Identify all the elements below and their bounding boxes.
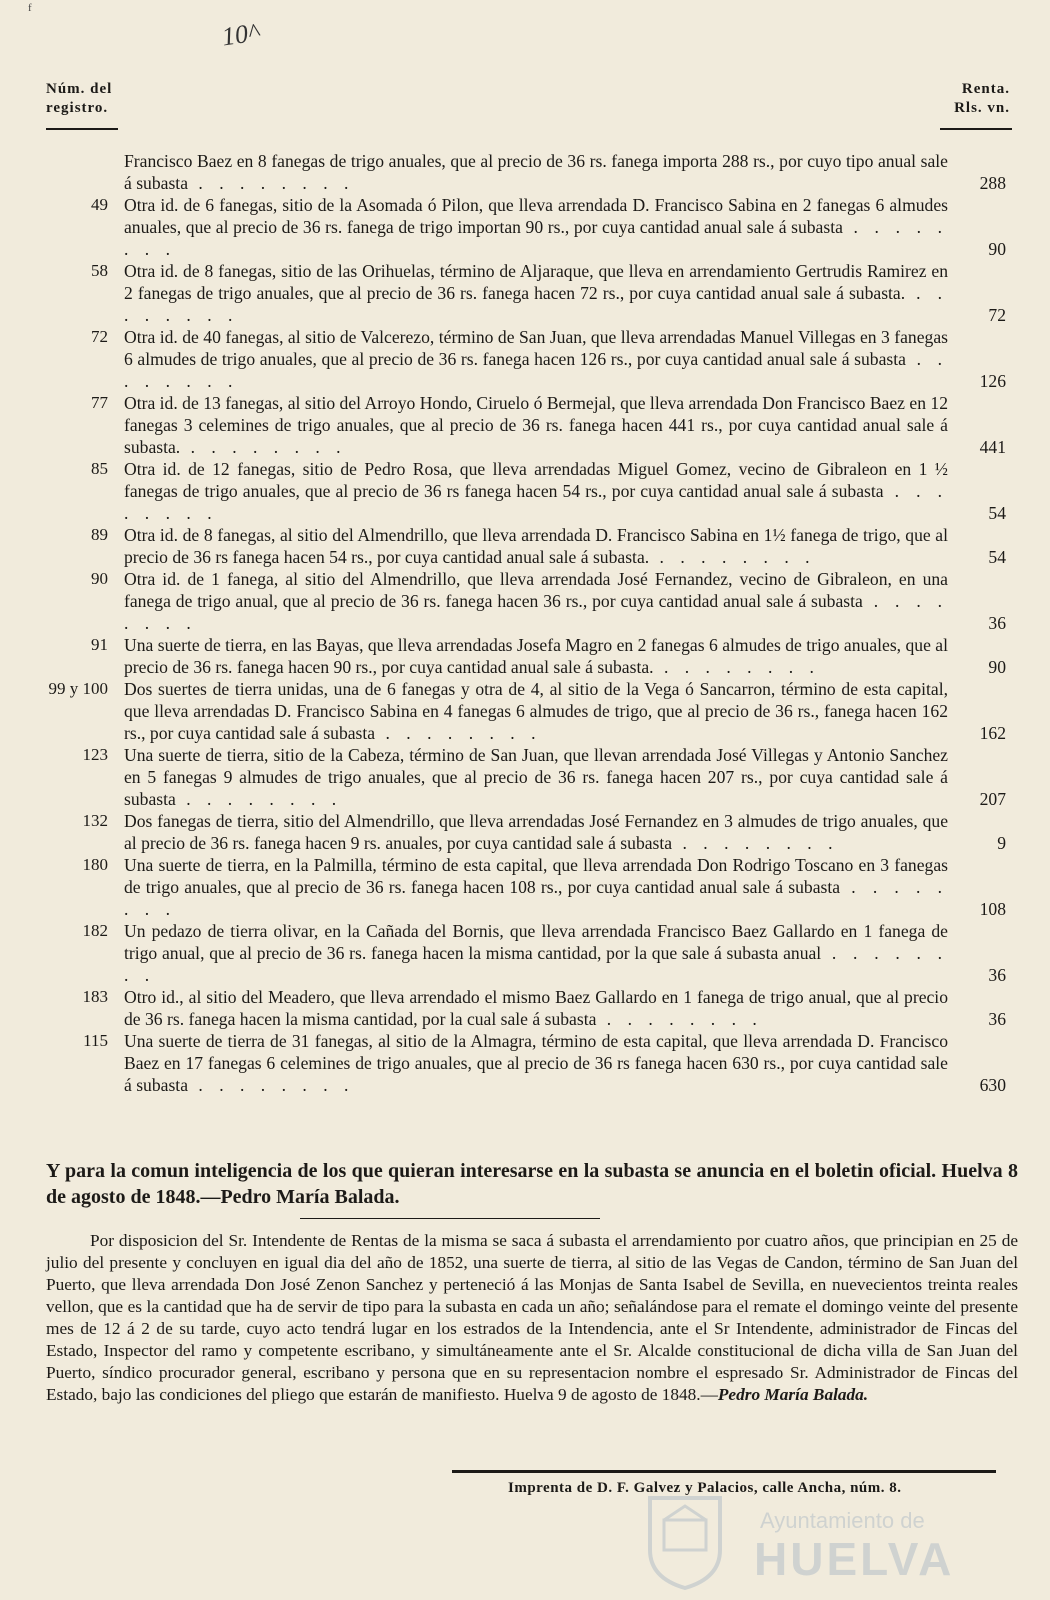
description-text: Otra id. de 8 fanegas, sitio de las Orihuelas, término de Aljaraque, que lleva en arrendamiento Gertrudis Ramirez en 2 fanegas de trigo anuales, que al precio de 36 rs. fanega hacen 72 rs., por cuya cantidad anual sale á subasta. [124,261,948,303]
leader-dots: . . . . . . . . [124,283,949,325]
description-text: Otra id. de 13 fanegas, al sitio del Arroyo Hondo, Ciruelo ó Bermejal, que lleva arrendada Don Francisco Baez en 12 fanegas 3 celemines de trigo anuales, que al precio de 36 rs. fanega hacen 441 rs., por cuya cantidad anual sale á subasta. [124,393,948,457]
list-item [40,1030,1012,1096]
registry-number: 123 [82,745,108,764]
leader-dots: . . . . . . . . [124,943,948,985]
property-description [124,744,948,810]
notice-body: Por disposicion del Sr. Intendente de Rentas de la misma se saca á subasta el arrendamiento por cuatro años, que principian en 25 de julio del presente y concluyen en igual dia del año de 1852, una suerte de tierra, al sitio de las Vegas de Candon, término de San Juan del Puerto, que lleva arrendada Don José Zenon Sanchez y perteneció á las Monjas de Santa Isabel de Sevilla, en nuevecientos treinta reales vellon, que es la cantidad que ha de servir de tipo para la subasta en cada un año; señalándose para el remate el domingo veinte del presente mes de 12 á 2 de su tarde, cuyo acto tendrá lugar en los estrados de la Intendencia, ante el Sr Intendente, administrador de Fincas del Estado, Inspector del ramo y competente escribano, y simultáneamente ante el Sr. Alcalde constitucional de dicha villa de San Juan del Puerto, síndico procurador general, escribano y persona que en su representacion nombre el espresado Sr. Administrador de Fincas del Estado, bajo las condiciones del pliego que estarán de manifiesto. Huelva 9 de agosto de 1848.— [46,1231,1018,1404]
property-description [124,150,948,194]
registry-number: 183 [82,987,108,1006]
property-list [40,150,1012,1096]
footer-rule [452,1470,996,1473]
leader-dots: . . . . . . . . [672,833,839,853]
leader-dots: . . . . . . . . [124,349,948,391]
property-description [124,524,948,568]
list-item [40,150,1012,194]
list-item [40,634,1012,678]
rent-amount: 90 [988,657,1006,677]
rent-amount: 630 [979,1075,1006,1095]
rent-amount: 126 [979,371,1006,391]
registry-number: 77 [91,393,108,412]
closing-rule [300,1218,600,1219]
header-left-line2: registro. [46,100,109,116]
list-item [40,854,1012,920]
property-description [124,986,948,1030]
description-text: Un pedazo de tierra olivar, en la Cañada del Bornis, que lleva arrendada Francisco Baez Gallardo en 1 fanega de trigo anual, que al precio de 36 rs. fanega hacen la misma cantidad, por la que sale á subasta anual [124,921,948,963]
list-item [40,568,1012,634]
registry-number: 115 [83,1031,108,1050]
description-text: Francisco Baez en 8 fanegas de trigo anuales, que al precio de 36 rs. fanega importa 288 rs., por cuyo tipo anual sale á subasta [124,151,948,193]
leader-dots: . . . . . . . . [180,437,347,457]
rent-amount: 108 [979,899,1006,919]
closing-announcement: Y para la comun inteligencia de los que quieran interesarse en la subasta se anuncia en el boletin oficial. Huelva 8 de agosto de 1848.—Pedro María Balada. [46,1160,1018,1208]
rent-amount: 54 [988,503,1006,523]
registry-number: 180 [82,855,108,874]
watermark [640,1490,1020,1590]
leader-dots: . . . . . . . . [188,1075,355,1095]
property-description [124,920,948,986]
rent-amount: 36 [988,1009,1006,1029]
rent-amount: 72 [988,305,1006,325]
property-description [124,194,948,260]
description-text: Otro id., al sitio del Meadero, que lleva arrendado el mismo Baez Gallardo en 1 fanega de trigo anual, que al precio de 36 rs. fanega hacen la misma cantidad, por la cual sale á subasta [124,987,948,1029]
leader-dots: . . . . . . . . [124,481,948,523]
leader-dots: . . . . . . . . [175,789,343,809]
list-item [40,326,1012,392]
column-header-rent [954,80,1010,118]
registry-number: 72 [91,327,108,346]
list-item [40,920,1012,986]
rent-amount: 54 [988,547,1006,567]
header-right-rule [940,128,1012,130]
property-description [124,634,948,678]
property-description [124,260,948,326]
column-header-registry [46,80,112,118]
description-text: Una suerte de tierra, en las Bayas, que lleva arrendadas Josefa Magro en 2 fanegas 6 almudes de trigo anuales, que al precio de 36 rs. fanega hacen 90 rs., por cuya cantidad anual sale á subasta. [124,635,948,677]
property-description [124,392,948,458]
property-description [124,854,948,920]
city-crest-icon [640,1490,730,1590]
rent-amount: 162 [979,723,1006,743]
leader-dots: . . . . . . . . [653,657,820,677]
registry-number: 85 [91,459,108,478]
description-text: Otra id. de 12 fanegas, sitio de Pedro Rosa, que lleva arrendadas Miguel Gomez, vecino de Gibraleon en 1 ½ fanegas de trigo anuales, que al precio de 36 rs fanega hacen 54 rs., por cuya cantidad anual sale á subasta [124,459,948,501]
list-item [40,524,1012,568]
registry-number: 58 [91,261,108,280]
leader-dots: . . . . . . . . [124,591,949,633]
corner-mark: ᶠ [28,0,32,20]
description-text: Dos suertes de tierra unidas, una de 6 fanegas y otra de 4, al sitio de la Vega ó Sancarron, término de esta capital, que lleva arrendadas D. Francisco Sabina en 4 fanegas 6 almudes de trigo, que al precio de 36 rs., fanega hacen 162 rs., por cuya cantidad sale á subasta [124,679,948,743]
list-item [40,810,1012,854]
handwritten-page-note: 10^ [220,17,261,52]
leader-dots: . . . . . . . . [596,1009,763,1029]
list-item [40,678,1012,744]
rent-amount: 36 [988,965,1006,985]
list-item [40,458,1012,524]
registry-number: 99 y 100 [48,679,108,698]
registry-number: 49 [91,195,108,214]
description-text: Una suerte de tierra, sitio de la Cabeza, término de San Juan, que llevan arrendada José Villegas y Antonio Sanchez en 5 fanegas 9 almudes de trigo anuales, que al precio de 36 rs. fanega hacen 207 rs., por cuya cantidad sale á subasta [124,745,948,809]
list-item [40,194,1012,260]
rent-amount: 288 [979,173,1006,193]
notice-signature: Pedro María Balada. [717,1385,869,1404]
description-text: Otra id. de 1 fanega, al sitio del Almendrillo, que lleva arrendada José Fernandez, vecino de Gibraleon, en una fanega de trigo anual, que al precio de 36 rs. fanega hacen 36 rs., por cuya cantidad anual sale á subasta [124,569,948,611]
header-left-rule [46,128,118,130]
registry-number: 89 [91,525,108,544]
leader-dots: . . . . . . . . [649,547,816,567]
rent-amount: 36 [988,613,1006,633]
registry-number: 182 [82,921,108,940]
description-text: Una suerte de tierra de 31 fanegas, al sitio de la Almagra, término de esta capital, que lleva arrendada D. Francisco Baez en 17 fanegas 6 celemines de trigo anuales, que al precio de 36 rs fanega hacen 630 rs., por cuya cantidad sale á subasta [124,1031,948,1095]
property-description [124,568,948,634]
property-description [124,458,948,524]
property-description [124,326,948,392]
rent-amount: 441 [979,437,1006,457]
list-item [40,986,1012,1030]
header-left-line1: Núm. del [46,81,113,97]
auction-notice [46,1230,1018,1406]
rent-amount: 9 [997,833,1006,853]
description-text: Otra id. de 8 fanegas, al sitio del Almendrillo, que lleva arrendada D. Francisco Sabina en 1½ fanega de trigo, que al precio de 36 rs fanega hacen 54 rs., por cuya cantidad anual sale á subasta. [124,525,948,567]
leader-dots: . . . . . . . . [124,877,949,919]
property-description [124,810,948,854]
rent-amount: 207 [979,789,1006,809]
leader-dots: . . . . . . . . [188,173,355,193]
leader-dots: . . . . . . . . [124,217,949,259]
property-description [124,678,948,744]
header-right-line2: Rls. vn. [954,100,1010,116]
printer-imprint: Imprenta de D. F. Galvez y Palacios, calle Ancha, núm. 8. [508,1480,902,1496]
description-text: Una suerte de tierra, en la Palmilla, término de esta capital, que lleva arrendada Don Rodrigo Toscano en 3 fanegas de trigo anuales, que al precio de 36 rs. fanega hacen 108 rs., por cuya cantidad anual sale á subasta [124,855,948,897]
description-text: Dos fanegas de tierra, sitio del Almendrillo, que lleva arrendadas José Fernandez en 3 almudes de trigo anuales, que al precio de 36 rs. fanega hacen 9 rs. anuales, por cuya cantidad sale á subasta [124,811,948,853]
leader-dots: . . . . . . . . [375,723,542,743]
registry-number: 132 [82,811,108,830]
rent-amount: 90 [988,239,1006,259]
list-item [40,392,1012,458]
property-description [124,1030,948,1096]
registry-number: 91 [91,635,108,654]
description-text: Otra id. de 6 fanegas, sitio de la Asomada ó Pilon, que lleva arrendada D. Francisco Sabina en 2 fanegas 6 almudes anuales, que al precio de 36 rs. fanega de trigo importan 90 rs., por cuya cantidad anual sale á subasta [124,195,948,237]
watermark-line1: Ayuntamiento de [760,1508,925,1533]
registry-number: 90 [91,569,108,588]
list-item [40,744,1012,810]
list-item [40,260,1012,326]
description-text: Otra id. de 40 fanegas, al sitio de Valcerezo, término de San Juan, que lleva arrendadas Manuel Villegas en 3 fanegas 6 almudes de trigo anuales, que al precio de 36 rs. fanega hacen 126 rs., por cuya cantidad anual sale á subasta [124,327,948,369]
watermark-line2: HUELVA [754,1533,955,1585]
header-right-line1: Renta. [961,81,1010,97]
